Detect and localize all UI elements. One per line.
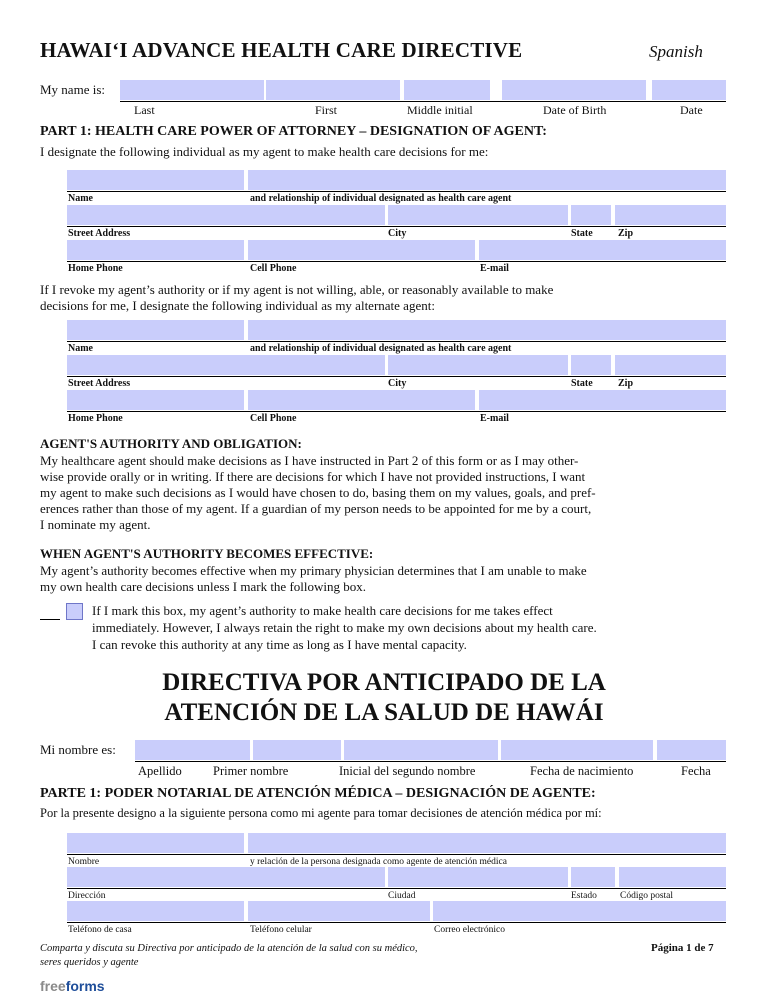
effective-line-2: my own health care decisions unless I mark the following box. <box>40 579 367 594</box>
alt-agent-home-phone-label: Home Phone <box>68 413 123 424</box>
alt-agent-city-label: City <box>388 378 407 389</box>
es-agent-street-field[interactable] <box>67 867 385 887</box>
alt-agent-phone-line <box>67 411 726 412</box>
alternate-text-2: decisions for me, I designate the following individual as my alternate agent: <box>40 298 435 313</box>
es-last-label: Apellido <box>138 764 182 778</box>
effective-line-1: My agent’s authority becomes effective when my primary physician determines that I am unable to make <box>40 563 587 578</box>
alt-agent-name-line <box>67 341 726 342</box>
date-label: Date <box>680 103 703 117</box>
alt-agent-email-field[interactable] <box>479 390 726 410</box>
authority-line-3: my agent to make such decisions as I would have chosen to do, basing them on my values, goals, and pref- <box>40 485 596 500</box>
es-agent-zip-field[interactable] <box>619 867 726 887</box>
alt-agent-name-field[interactable] <box>67 320 244 340</box>
authority-line-2: wise provide orally or in writing. If there are decisions for which I have not provided instructions, I want <box>40 469 586 484</box>
alt-agent-cell-phone-field[interactable] <box>248 390 475 410</box>
alt-agent-street-label: Street Address <box>68 378 131 389</box>
logo-forms-text: forms <box>65 978 105 994</box>
immediate-effect-checkbox[interactable] <box>66 603 83 620</box>
page-title: HAWAI‘I ADVANCE HEALTH CARE DIRECTIVE <box>40 38 523 62</box>
middle-label: Middle initial <box>407 103 473 117</box>
es-agent-street-label: Dirección <box>68 891 106 901</box>
alt-agent-cell-phone-label: Cell Phone <box>250 413 297 424</box>
agent-email-label: E-mail <box>480 263 509 274</box>
es-agent-cell-phone-field[interactable] <box>248 901 430 921</box>
effective-heading: WHEN AGENT'S AUTHORITY BECOMES EFFECTIVE: <box>40 546 374 561</box>
es-middle-label: Inicial del segundo nombre <box>339 764 476 778</box>
agent-zip-label: Zip <box>618 228 634 239</box>
es-middle-field[interactable] <box>344 740 498 760</box>
es-first-name-field[interactable] <box>253 740 341 760</box>
first-label: First <box>315 103 338 117</box>
checkbox-text-3: I can revoke this authority at any time as long as I have mental capacity. <box>92 637 467 652</box>
agent-city-field[interactable] <box>388 205 568 225</box>
es-name-underline <box>135 761 726 762</box>
es-name-label: Mi nombre es: <box>40 742 116 757</box>
footer-note-1: Comparta y discuta su Directiva por anticipado de la atención de la salud con su médico, <box>40 943 418 954</box>
last-label: Last <box>134 103 155 117</box>
alternate-text-1: If I revoke my agent’s authority or if my agent is not willing, able, or reasonably available to make <box>40 282 554 297</box>
alt-agent-street-field[interactable] <box>67 355 385 375</box>
authority-heading: AGENT'S AUTHORITY AND OBLIGATION: <box>40 436 302 451</box>
alt-agent-home-phone-field[interactable] <box>67 390 244 410</box>
es-agent-home-phone-field[interactable] <box>67 901 244 921</box>
agent-relationship-field[interactable] <box>248 170 726 190</box>
checkbox-text-1: If I mark this box, my agent’s authority to make health care decisions for me takes effect <box>92 603 553 618</box>
alt-agent-state-label: State <box>571 378 593 389</box>
es-agent-zip-label: Código postal <box>620 891 674 901</box>
authority-line-5: I nominate my agent. <box>40 517 151 532</box>
dob-label: Date of Birth <box>543 103 607 117</box>
es-last-name-field[interactable] <box>135 740 250 760</box>
agent-cell-phone-field[interactable] <box>248 240 475 260</box>
alt-agent-relationship-field[interactable] <box>248 320 726 340</box>
logo-free-text: free <box>40 978 66 994</box>
alt-agent-email-label: E-mail <box>480 413 509 424</box>
agent-name-line <box>67 191 726 192</box>
agent-relationship-label: and relationship of individual designated as health care agent <box>250 193 512 204</box>
es-agent-city-field[interactable] <box>388 867 568 887</box>
first-name-field[interactable] <box>266 80 400 100</box>
dob-field[interactable] <box>502 80 646 100</box>
alt-agent-name-label: Name <box>68 343 93 354</box>
alt-agent-relationship-label: and relationship of individual designated as health care agent <box>250 343 512 354</box>
name-underline <box>120 101 726 102</box>
agent-city-label: City <box>388 228 407 239</box>
agent-street-field[interactable] <box>67 205 385 225</box>
agent-street-label: Street Address <box>68 228 131 239</box>
page-number: Página 1 de 7 <box>651 942 714 954</box>
agent-state-label: State <box>571 228 593 239</box>
es-dob-field[interactable] <box>501 740 653 760</box>
es-agent-name-line <box>67 854 726 855</box>
alt-agent-city-field[interactable] <box>388 355 568 375</box>
es-agent-cell-phone-label: Teléfono celular <box>250 925 312 935</box>
es-title-line-2: ATENCIÓN DE LA SALUD DE HAWÁI <box>164 699 604 726</box>
freeforms-logo[interactable] <box>40 978 105 994</box>
alt-agent-zip-field[interactable] <box>615 355 726 375</box>
agent-cell-phone-label: Cell Phone <box>250 263 297 274</box>
es-agent-phone-line <box>67 922 726 923</box>
name-label: My name is: <box>40 82 105 97</box>
alt-agent-zip-label: Zip <box>618 378 634 389</box>
es-first-label: Primer nombre <box>213 764 289 778</box>
part1-heading: PART 1: HEALTH CARE POWER OF ATTORNEY – DESIGNATION OF AGENT: <box>40 124 547 139</box>
agent-address-line <box>67 226 726 227</box>
agent-home-phone-field[interactable] <box>67 240 244 260</box>
es-agent-address-line <box>67 888 726 889</box>
middle-initial-field[interactable] <box>404 80 490 100</box>
authority-line-4: erences rather than those of my agent. If a guardian of my person needs to be appointed for me by a court, <box>40 501 592 516</box>
es-agent-home-phone-label: Teléfono de casa <box>68 925 132 935</box>
es-part1-intro: Por la presente designo a la siguiente persona como mi agente para tomar decisiones de atención médica por mí: <box>40 806 602 820</box>
es-agent-state-label: Estado <box>571 891 597 901</box>
alt-agent-address-line <box>67 376 726 377</box>
footer-note-2: seres queridos y agente <box>40 957 139 968</box>
date-field[interactable] <box>652 80 726 100</box>
es-title-line-1: DIRECTIVA POR ANTICIPADO DE LA <box>162 669 606 696</box>
agent-name-label: Name <box>68 193 93 204</box>
es-date-label: Fecha <box>681 764 711 778</box>
language-label: Spanish <box>649 42 703 61</box>
es-part1-heading: PARTE 1: PODER NOTARIAL DE ATENCIÓN MÉDICA – DESIGNACIÓN DE AGENTE: <box>40 786 596 801</box>
last-name-field[interactable] <box>120 80 264 100</box>
es-dob-label: Fecha de nacimiento <box>530 764 634 778</box>
agent-phone-line <box>67 261 726 262</box>
initials-line <box>40 619 60 620</box>
es-date-field[interactable] <box>657 740 726 760</box>
agent-name-field[interactable] <box>67 170 244 190</box>
es-agent-name-label: Nombre <box>68 857 100 867</box>
agent-email-field[interactable] <box>479 240 726 260</box>
checkbox-text-2: immediately. However, I always retain the right to make my own decisions about my health care. <box>92 620 597 635</box>
es-agent-relationship-label: y relación de la persona designada como agente de atención médica <box>250 857 507 867</box>
es-agent-state-field[interactable] <box>571 867 615 887</box>
alt-agent-state-field[interactable] <box>571 355 611 375</box>
authority-line-1: My healthcare agent should make decisions as I have instructed in Part 2 of this form or as I may other- <box>40 453 579 468</box>
part1-intro: I designate the following individual as my agent to make health care decisions for me: <box>40 144 489 159</box>
es-agent-relationship-field[interactable] <box>248 833 726 853</box>
es-agent-email-label: Correo electrónico <box>434 925 505 935</box>
es-agent-email-field[interactable] <box>433 901 726 921</box>
es-agent-city-label: Ciudad <box>388 891 416 901</box>
es-agent-name-field[interactable] <box>67 833 244 853</box>
agent-home-phone-label: Home Phone <box>68 263 123 274</box>
agent-zip-field[interactable] <box>615 205 726 225</box>
agent-state-field[interactable] <box>571 205 611 225</box>
